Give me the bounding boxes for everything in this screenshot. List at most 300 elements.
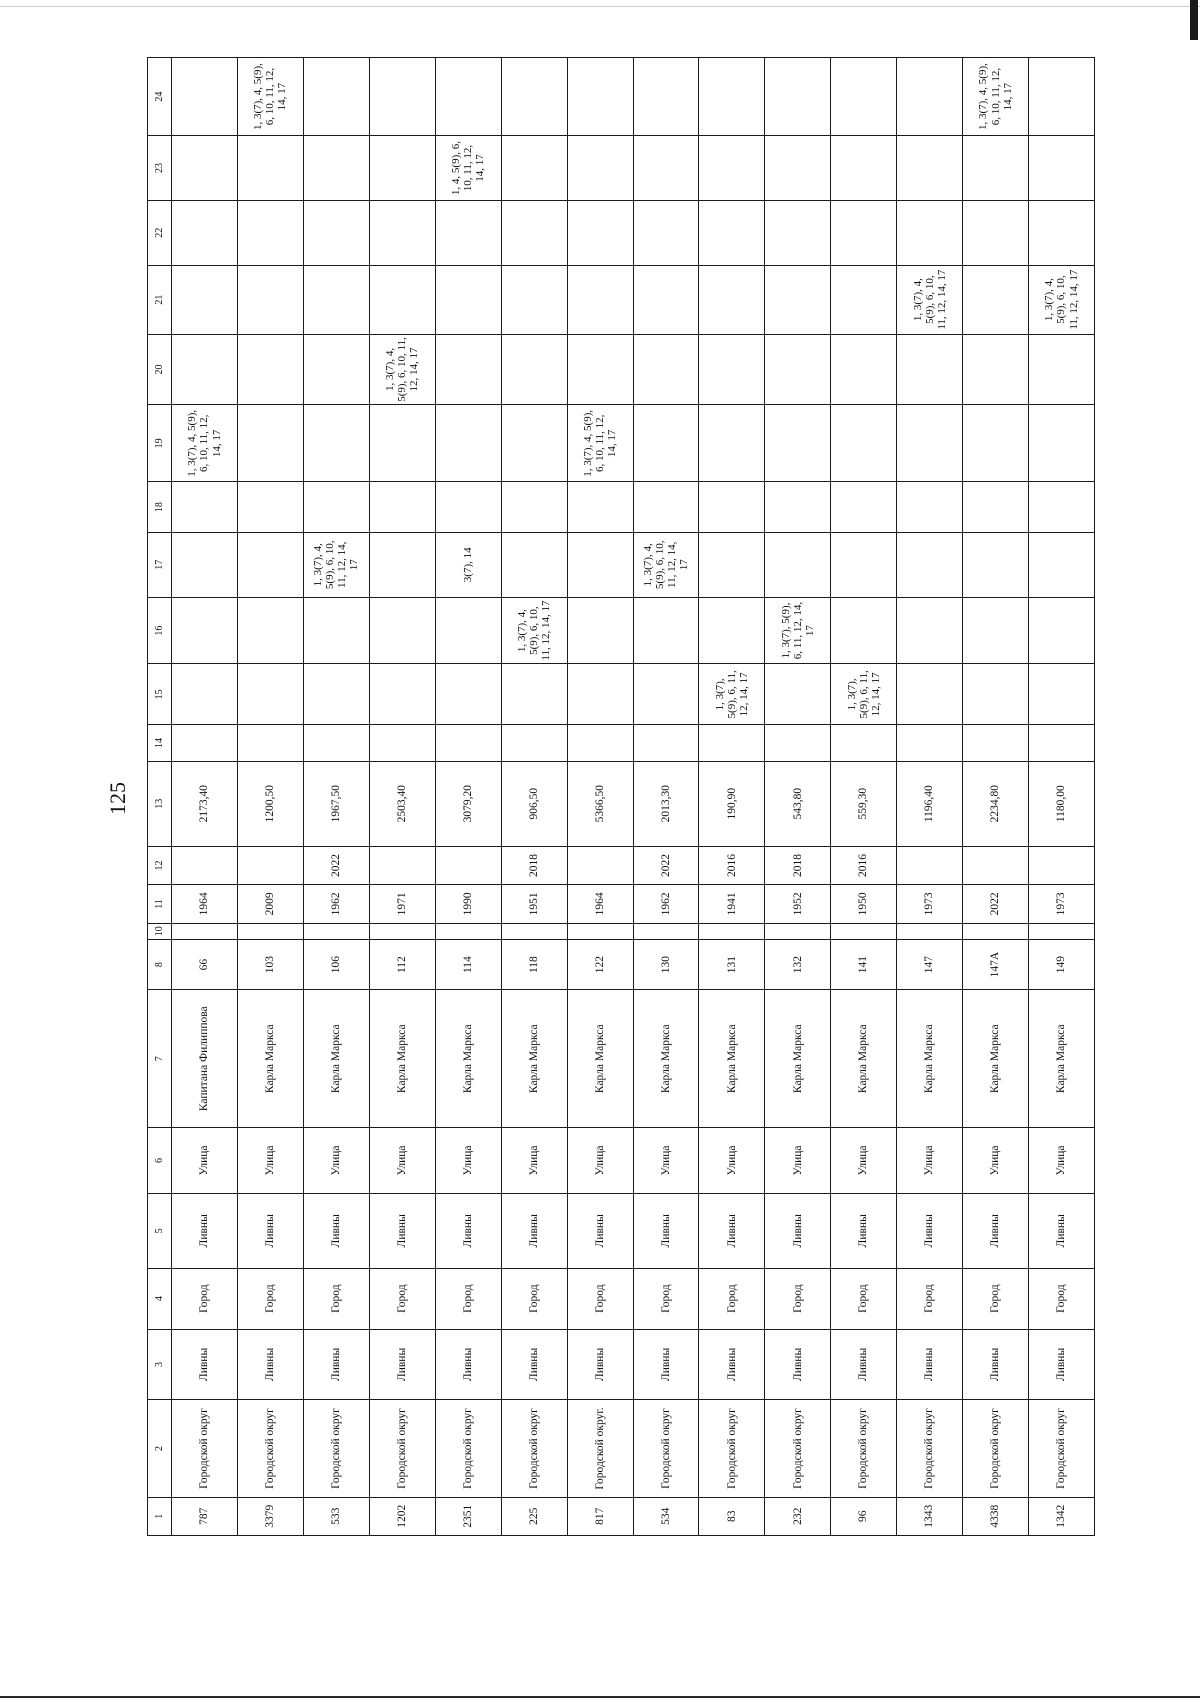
work-codes-c22-cell — [699, 200, 765, 265]
work-codes-c23-cell: 1, 4, 5(9), 6, 10, 11, 12, 14, 17 — [435, 136, 501, 201]
municipality-cell: Ливны — [237, 1329, 303, 1400]
work-codes-c22-cell — [633, 200, 699, 265]
settlement-cell: Ливны — [303, 1193, 369, 1268]
column-number: 24 — [148, 58, 172, 136]
area-cell: 2013,30 — [633, 761, 699, 846]
work-codes-c24-cell — [567, 58, 633, 136]
column-number: 2 — [148, 1400, 172, 1497]
work-codes-c23-cell — [303, 136, 369, 201]
street-cell: Карла Маркса — [435, 990, 501, 1128]
work-codes-c21-cell — [633, 265, 699, 334]
column-10-cell — [831, 923, 897, 939]
work-codes-c24-cell — [435, 58, 501, 136]
work-codes-c20-cell — [237, 334, 303, 405]
house-number-cell: 106 — [303, 939, 369, 990]
street-type-cell: Улица — [963, 1128, 1029, 1194]
settlement-type-cell: Город — [765, 1268, 831, 1329]
work-codes-c18-cell — [1029, 482, 1095, 533]
column-10-cell — [699, 923, 765, 939]
work-codes-c23-cell — [633, 136, 699, 201]
street-cell: Карла Маркса — [237, 990, 303, 1128]
street-type-cell: Улица — [897, 1128, 963, 1194]
year-built-cell: 1964 — [567, 885, 633, 923]
record-id-cell: 232 — [765, 1497, 831, 1535]
street-cell: Карла Маркса — [831, 990, 897, 1128]
work-codes-c20-cell — [765, 334, 831, 405]
work-codes-c23-cell — [172, 136, 238, 201]
street-type-cell: Улица — [765, 1128, 831, 1194]
table-row — [963, 58, 1029, 1536]
work-codes-c18-cell — [435, 482, 501, 533]
work-codes-c16-cell — [831, 597, 897, 664]
work-codes-c24-cell — [1029, 58, 1095, 136]
house-number-cell: 147 — [897, 939, 963, 990]
district-cell: Городской округ — [501, 1400, 567, 1497]
municipality-cell: Ливны — [567, 1329, 633, 1400]
municipality-cell: Ливны — [1029, 1329, 1095, 1400]
street-type-cell: Улица — [303, 1128, 369, 1194]
district-cell: Городской округ — [369, 1400, 435, 1497]
area-cell: 3079,20 — [435, 761, 501, 846]
year-built-cell: 1973 — [1029, 885, 1095, 923]
column-10-cell — [237, 923, 303, 939]
work-codes-c15-cell — [963, 664, 1029, 725]
work-codes-c17-cell — [699, 532, 765, 597]
scan-bottom-edge — [0, 1696, 1200, 1698]
record-id-cell: 533 — [303, 1497, 369, 1535]
municipality-cell: Ливны — [765, 1329, 831, 1400]
column-10-cell — [1029, 923, 1095, 939]
settlement-cell: Ливны — [699, 1193, 765, 1268]
work-codes-c20-cell — [897, 334, 963, 405]
table-row — [1029, 58, 1095, 1536]
year-built-cell: 2009 — [237, 885, 303, 923]
street-cell: Карла Маркса — [303, 990, 369, 1128]
settlement-type-cell: Город — [897, 1268, 963, 1329]
municipality-cell: Ливны — [303, 1329, 369, 1400]
work-codes-c14-cell — [633, 725, 699, 761]
column-10-cell — [897, 923, 963, 939]
area-cell: 906,50 — [501, 761, 567, 846]
work-codes-c19-cell — [831, 405, 897, 482]
work-codes-c20-cell — [963, 334, 1029, 405]
street-cell: Карла Маркса — [765, 990, 831, 1128]
work-codes-c16-cell — [369, 597, 435, 664]
work-codes-c19-cell — [963, 405, 1029, 482]
work-codes-c15-cell — [237, 664, 303, 725]
settlement-cell: Ливны — [633, 1193, 699, 1268]
settlement-type-cell: Город — [963, 1268, 1029, 1329]
column-10-cell — [567, 923, 633, 939]
work-codes-c24-cell — [831, 58, 897, 136]
year-repair-cell: 2016 — [831, 846, 897, 884]
municipality-cell: Ливны — [435, 1329, 501, 1400]
work-codes-c24-cell — [303, 58, 369, 136]
house-number-cell: 122 — [567, 939, 633, 990]
work-codes-c23-cell — [831, 136, 897, 201]
work-codes-c24-cell — [897, 58, 963, 136]
house-number-cell: 114 — [435, 939, 501, 990]
work-codes-c23-cell — [237, 136, 303, 201]
municipality-cell: Ливны — [172, 1329, 238, 1400]
work-codes-c17-cell — [501, 532, 567, 597]
record-id-cell: 1343 — [897, 1497, 963, 1535]
work-codes-c20-cell — [831, 334, 897, 405]
work-codes-c14-cell — [567, 725, 633, 761]
settlement-cell: Ливны — [963, 1193, 1029, 1268]
register-table — [147, 57, 1095, 1536]
municipality-cell: Ливны — [501, 1329, 567, 1400]
work-codes-c17-cell: 3(7), 14 — [435, 532, 501, 597]
work-codes-c24-cell: 1, 3(7), 4, 5(9), 6, 10, 11, 12, 14, 17 — [237, 58, 303, 136]
year-repair-cell: 2018 — [501, 846, 567, 884]
work-codes-c15-cell — [303, 664, 369, 725]
work-codes-c15-cell — [369, 664, 435, 725]
work-codes-c21-cell — [303, 265, 369, 334]
house-number-cell: 130 — [633, 939, 699, 990]
settlement-type-cell: Город — [501, 1268, 567, 1329]
column-number: 11 — [148, 885, 172, 923]
area-cell: 2173,40 — [172, 761, 238, 846]
district-cell: Городской округ. — [567, 1400, 633, 1497]
street-type-cell: Улица — [633, 1128, 699, 1194]
column-number: 15 — [148, 664, 172, 725]
work-codes-c14-cell — [699, 725, 765, 761]
settlement-type-cell: Город — [1029, 1268, 1095, 1329]
table-row — [435, 58, 501, 1536]
work-codes-c19-cell — [237, 405, 303, 482]
work-codes-c14-cell — [831, 725, 897, 761]
scan-corner-mark — [1190, 0, 1198, 40]
work-codes-c22-cell — [897, 200, 963, 265]
work-codes-c17-cell: 1, 3(7), 4, 5(9), 6, 10, 11, 12, 14, 17 — [633, 532, 699, 597]
work-codes-c24-cell — [369, 58, 435, 136]
work-codes-c16-cell — [1029, 597, 1095, 664]
work-codes-c18-cell — [831, 482, 897, 533]
work-codes-c16-cell — [172, 597, 238, 664]
work-codes-c20-cell — [567, 334, 633, 405]
area-cell: 5366,50 — [567, 761, 633, 846]
district-cell: Городской округ — [963, 1400, 1029, 1497]
street-type-cell: Улица — [369, 1128, 435, 1194]
year-built-cell: 1962 — [303, 885, 369, 923]
settlement-cell: Ливны — [765, 1193, 831, 1268]
street-type-cell: Улица — [1029, 1128, 1095, 1194]
column-10-cell — [172, 923, 238, 939]
work-codes-c14-cell — [1029, 725, 1095, 761]
district-cell: Городской округ — [435, 1400, 501, 1497]
work-codes-c18-cell — [567, 482, 633, 533]
work-codes-c14-cell — [963, 725, 1029, 761]
record-id-cell: 817 — [567, 1497, 633, 1535]
work-codes-c18-cell — [699, 482, 765, 533]
work-codes-c16-cell — [963, 597, 1029, 664]
work-codes-c16-cell — [633, 597, 699, 664]
municipality-cell: Ливны — [963, 1329, 1029, 1400]
work-codes-c15-cell — [567, 664, 633, 725]
record-id-cell: 1342 — [1029, 1497, 1095, 1535]
work-codes-c20-cell — [633, 334, 699, 405]
work-codes-c19-cell — [369, 405, 435, 482]
work-codes-c18-cell — [172, 482, 238, 533]
district-cell: Городской округ — [237, 1400, 303, 1497]
work-codes-c19-cell: 1, 3(7), 4, 5(9), 6, 10, 11, 12, 14, 17 — [172, 405, 238, 482]
work-codes-c15-cell — [1029, 664, 1095, 725]
house-number-cell: 118 — [501, 939, 567, 990]
work-codes-c16-cell: 1, 3(7), 4, 5(9), 6, 10, 11, 12, 14, 17 — [501, 597, 567, 664]
work-codes-c16-cell — [897, 597, 963, 664]
work-codes-c16-cell — [237, 597, 303, 664]
street-type-cell: Улица — [237, 1128, 303, 1194]
district-cell: Городской округ — [897, 1400, 963, 1497]
work-codes-c19-cell — [1029, 405, 1095, 482]
work-codes-c15-cell: 1, 3(7), 5(9), 6, 11, 12, 14, 17 — [699, 664, 765, 725]
work-codes-c14-cell — [435, 725, 501, 761]
year-repair-cell — [897, 846, 963, 884]
work-codes-c21-cell: 1, 3(7), 4, 5(9), 6, 10, 11, 12, 14, 17 — [897, 265, 963, 334]
work-codes-c14-cell — [897, 725, 963, 761]
work-codes-c15-cell — [633, 664, 699, 725]
work-codes-c22-cell — [765, 200, 831, 265]
street-cell: Карла Маркса — [963, 990, 1029, 1128]
table-row — [501, 58, 567, 1536]
work-codes-c20-cell — [501, 334, 567, 405]
column-10-cell — [765, 923, 831, 939]
settlement-cell: Ливны — [237, 1193, 303, 1268]
work-codes-c15-cell — [765, 664, 831, 725]
work-codes-c21-cell — [567, 265, 633, 334]
work-codes-c22-cell — [567, 200, 633, 265]
table-row — [633, 58, 699, 1536]
work-codes-c24-cell — [633, 58, 699, 136]
work-codes-c21-cell — [699, 265, 765, 334]
year-repair-cell — [963, 846, 1029, 884]
record-id-cell: 1202 — [369, 1497, 435, 1535]
page-number: 125 — [105, 782, 130, 815]
work-codes-c21-cell: 1, 3(7), 4, 5(9), 6, 10, 11, 12, 14, 17 — [1029, 265, 1095, 334]
table-row — [172, 58, 238, 1536]
work-codes-c14-cell — [172, 725, 238, 761]
work-codes-c22-cell — [172, 200, 238, 265]
work-codes-c14-cell — [303, 725, 369, 761]
settlement-type-cell: Город — [435, 1268, 501, 1329]
settlement-cell: Ливны — [172, 1193, 238, 1268]
work-codes-c17-cell — [831, 532, 897, 597]
year-built-cell: 1973 — [897, 885, 963, 923]
street-type-cell: Улица — [567, 1128, 633, 1194]
district-cell: Городской округ — [303, 1400, 369, 1497]
street-cell: Карла Маркса — [501, 990, 567, 1128]
work-codes-c23-cell — [369, 136, 435, 201]
work-codes-c24-cell — [501, 58, 567, 136]
municipality-cell: Ливны — [831, 1329, 897, 1400]
work-codes-c19-cell: 1, 3(7), 4, 5(9), 6, 10, 11, 12, 14, 17 — [567, 405, 633, 482]
work-codes-c22-cell — [831, 200, 897, 265]
year-repair-cell: 2018 — [765, 846, 831, 884]
column-number: 17 — [148, 532, 172, 597]
column-10-cell — [369, 923, 435, 939]
table-row — [237, 58, 303, 1536]
work-codes-c16-cell: 1, 3(7), 5(9), 6, 11, 12, 14, 17 — [765, 597, 831, 664]
work-codes-c22-cell — [237, 200, 303, 265]
scan-top-edge — [0, 6, 1200, 7]
settlement-cell: Ливны — [567, 1193, 633, 1268]
column-number: 19 — [148, 405, 172, 482]
work-codes-c20-cell — [1029, 334, 1095, 405]
record-id-cell: 787 — [172, 1497, 238, 1535]
work-codes-c17-cell — [897, 532, 963, 597]
district-cell: Городской округ — [699, 1400, 765, 1497]
work-codes-c21-cell — [369, 265, 435, 334]
house-number-cell: 141 — [831, 939, 897, 990]
year-repair-cell — [435, 846, 501, 884]
record-id-cell: 96 — [831, 1497, 897, 1535]
work-codes-c23-cell — [1029, 136, 1095, 201]
work-codes-c24-cell: 1, 3(7), 4, 5(9), 6, 10, 11, 12, 14, 17 — [963, 58, 1029, 136]
area-cell: 190,90 — [699, 761, 765, 846]
house-number-cell: 66 — [172, 939, 238, 990]
work-codes-c14-cell — [237, 725, 303, 761]
work-codes-c19-cell — [633, 405, 699, 482]
year-built-cell: 1964 — [172, 885, 238, 923]
work-codes-c22-cell — [963, 200, 1029, 265]
street-type-cell: Улица — [172, 1128, 238, 1194]
settlement-cell: Ливны — [501, 1193, 567, 1268]
column-10-cell — [303, 923, 369, 939]
year-repair-cell — [237, 846, 303, 884]
area-cell: 559,30 — [831, 761, 897, 846]
column-10-cell — [435, 923, 501, 939]
work-codes-c17-cell — [172, 532, 238, 597]
work-codes-c18-cell — [633, 482, 699, 533]
year-repair-cell — [567, 846, 633, 884]
house-number-cell: 112 — [369, 939, 435, 990]
year-built-cell: 1950 — [831, 885, 897, 923]
work-codes-c21-cell — [435, 265, 501, 334]
column-number: 14 — [148, 725, 172, 761]
house-number-cell: 132 — [765, 939, 831, 990]
work-codes-c15-cell — [435, 664, 501, 725]
work-codes-c23-cell — [567, 136, 633, 201]
column-10-cell — [633, 923, 699, 939]
house-number-cell: 131 — [699, 939, 765, 990]
work-codes-c22-cell — [303, 200, 369, 265]
work-codes-c19-cell — [303, 405, 369, 482]
settlement-type-cell: Город — [237, 1268, 303, 1329]
work-codes-c17-cell — [237, 532, 303, 597]
work-codes-c17-cell — [369, 532, 435, 597]
column-number: 10 — [148, 923, 172, 939]
work-codes-c22-cell — [435, 200, 501, 265]
settlement-cell: Ливны — [897, 1193, 963, 1268]
work-codes-c23-cell — [699, 136, 765, 201]
district-cell: Городской округ — [172, 1400, 238, 1497]
area-cell: 543,80 — [765, 761, 831, 846]
street-type-cell: Улица — [699, 1128, 765, 1194]
work-codes-c20-cell — [172, 334, 238, 405]
record-id-cell: 534 — [633, 1497, 699, 1535]
record-id-cell: 2351 — [435, 1497, 501, 1535]
district-cell: Городской округ — [831, 1400, 897, 1497]
column-number: 16 — [148, 597, 172, 664]
settlement-type-cell: Город — [831, 1268, 897, 1329]
street-type-cell: Улица — [501, 1128, 567, 1194]
street-type-cell: Улица — [435, 1128, 501, 1194]
area-cell: 1180,00 — [1029, 761, 1095, 846]
street-cell: Капитана Филиппова — [172, 990, 238, 1128]
municipality-cell: Ливны — [699, 1329, 765, 1400]
table-container — [147, 57, 1095, 1536]
work-codes-c14-cell — [765, 725, 831, 761]
settlement-type-cell: Город — [699, 1268, 765, 1329]
work-codes-c22-cell — [1029, 200, 1095, 265]
column-10-cell — [501, 923, 567, 939]
column-number: 20 — [148, 334, 172, 405]
year-repair-cell: 2022 — [633, 846, 699, 884]
year-built-cell: 2022 — [963, 885, 1029, 923]
work-codes-c15-cell — [897, 664, 963, 725]
settlement-type-cell: Город — [172, 1268, 238, 1329]
work-codes-c24-cell — [172, 58, 238, 136]
district-cell: Городской округ — [1029, 1400, 1095, 1497]
work-codes-c19-cell — [897, 405, 963, 482]
year-repair-cell: 2016 — [699, 846, 765, 884]
municipality-cell: Ливны — [369, 1329, 435, 1400]
street-type-cell: Улица — [831, 1128, 897, 1194]
column-number: 3 — [148, 1329, 172, 1400]
year-built-cell: 1952 — [765, 885, 831, 923]
settlement-type-cell: Город — [633, 1268, 699, 1329]
area-cell: 1200,50 — [237, 761, 303, 846]
area-cell: 1967,50 — [303, 761, 369, 846]
work-codes-c22-cell — [369, 200, 435, 265]
work-codes-c22-cell — [501, 200, 567, 265]
year-repair-cell: 2022 — [303, 846, 369, 884]
area-cell: 1196,40 — [897, 761, 963, 846]
house-number-cell: 149 — [1029, 939, 1095, 990]
table-row — [831, 58, 897, 1536]
district-cell: Городской округ — [765, 1400, 831, 1497]
settlement-type-cell: Город — [567, 1268, 633, 1329]
work-codes-c24-cell — [765, 58, 831, 136]
column-number: 8 — [148, 939, 172, 990]
district-cell: Городской округ — [633, 1400, 699, 1497]
street-cell: Карла Маркса — [897, 990, 963, 1128]
municipality-cell: Ливны — [897, 1329, 963, 1400]
work-codes-c15-cell — [501, 664, 567, 725]
work-codes-c18-cell — [897, 482, 963, 533]
work-codes-c23-cell — [963, 136, 1029, 201]
column-number: 5 — [148, 1193, 172, 1268]
work-codes-c21-cell — [963, 265, 1029, 334]
column-number: 23 — [148, 136, 172, 201]
work-codes-c16-cell — [699, 597, 765, 664]
work-codes-c20-cell — [303, 334, 369, 405]
work-codes-c18-cell — [303, 482, 369, 533]
column-number: 7 — [148, 990, 172, 1128]
work-codes-c15-cell: 1, 3(7), 5(9), 6, 11, 12, 14, 17 — [831, 664, 897, 725]
settlement-cell: Ливны — [1029, 1193, 1095, 1268]
column-number: 18 — [148, 482, 172, 533]
year-repair-cell — [1029, 846, 1095, 884]
street-cell: Карла Маркса — [633, 990, 699, 1128]
settlement-type-cell: Город — [303, 1268, 369, 1329]
work-codes-c19-cell — [765, 405, 831, 482]
work-codes-c21-cell — [831, 265, 897, 334]
year-built-cell: 1990 — [435, 885, 501, 923]
record-id-cell: 3379 — [237, 1497, 303, 1535]
work-codes-c19-cell — [435, 405, 501, 482]
